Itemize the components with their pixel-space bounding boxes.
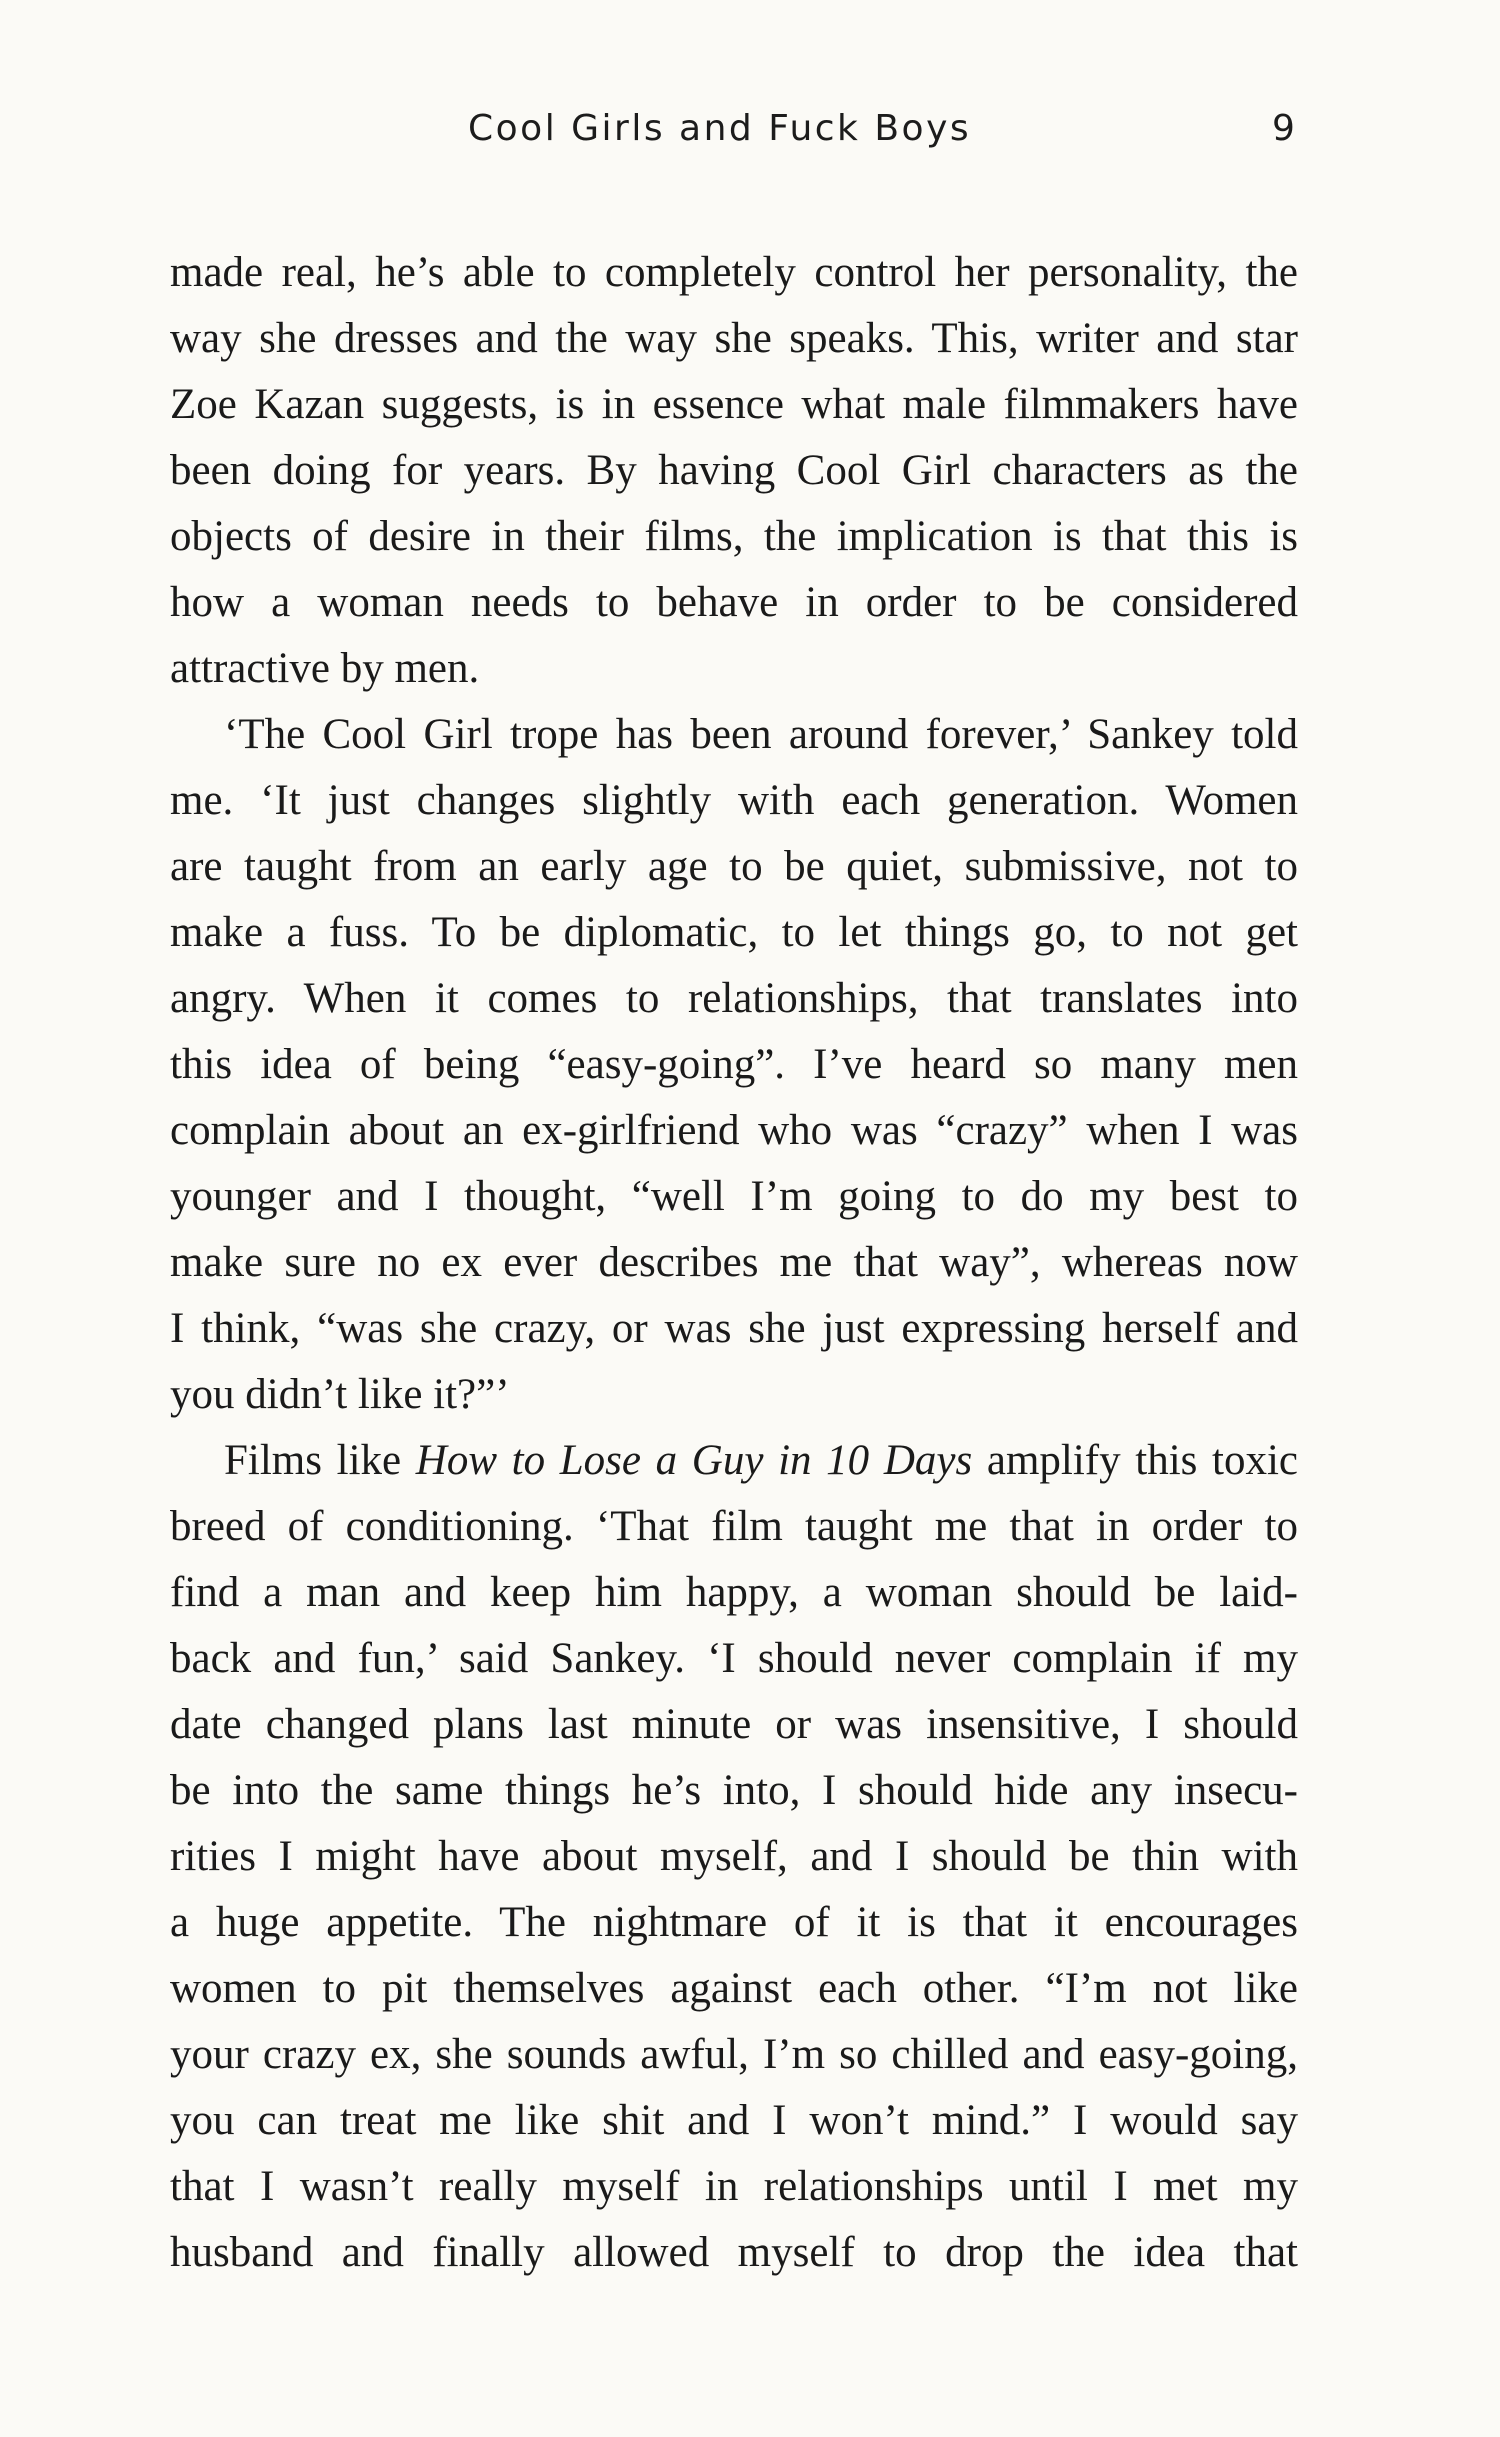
text-line: objects of desire in their films, the implication is that this is xyxy=(170,513,1298,560)
text-line: breed of conditioning. ‘That film taught me that in order to xyxy=(170,1503,1298,1550)
text-line: how a woman needs to behave in order to be considered xyxy=(170,579,1298,626)
text-line: Zoe Kazan suggests, is in essence what male filmmakers have xyxy=(170,381,1298,428)
text-line: ‘The Cool Girl trope has been around forever,’ Sankey told xyxy=(224,711,1298,758)
text-line: husband and finally allowed myself to drop the idea that xyxy=(170,2229,1298,2276)
text-line: make sure no ex ever describes me that way”, whereas now xyxy=(170,1239,1298,1286)
text-line: been doing for years. By having Cool Girl characters as the xyxy=(170,447,1298,494)
text-line: I think, “was she crazy, or was she just expressing herself and xyxy=(170,1305,1298,1352)
text-line: that I wasn’t really myself in relationships until I met my xyxy=(170,2163,1298,2210)
film-title: How to Lose a Guy in 10 Days xyxy=(415,1437,973,1484)
text-line: me. ‘It just changes slightly with each generation. Women xyxy=(170,777,1298,824)
text-line: you didn’t like it?”’ xyxy=(170,1371,510,1418)
body-text xyxy=(170,240,1298,2286)
text-line: attractive by men. xyxy=(170,645,480,692)
text-line: you can treat me like shit and I won’t mind.” I would say xyxy=(170,2097,1298,2144)
text-line: make a fuss. To be diplomatic, to let things go, to not get xyxy=(170,909,1298,956)
running-head xyxy=(0,108,1500,168)
text-line: way she dresses and the way she speaks. This, writer and star xyxy=(170,315,1298,362)
text-line: your crazy ex, she sounds awful, I’m so chilled and easy-going, xyxy=(170,2031,1298,2078)
text-line: are taught from an early age to be quiet, submissive, not to xyxy=(170,843,1298,890)
text-line: back and fun,’ said Sankey. ‘I should never complain if my xyxy=(170,1635,1298,1682)
films-lead: Films like xyxy=(224,1437,402,1484)
text-line: angry. When it comes to relationships, that translates into xyxy=(170,975,1298,1022)
text-line: made real, he’s able to completely control her personality, the xyxy=(170,249,1298,296)
text-line: rities I might have about myself, and I should be thin with xyxy=(170,1833,1298,1880)
text-line: a huge appetite. The nightmare of it is that it encourages xyxy=(170,1899,1298,1946)
text-line: women to pit themselves against each other. “I’m not like xyxy=(170,1965,1298,2012)
text-line: find a man and keep him happy, a woman should be laid- xyxy=(170,1569,1298,1616)
text-line: be into the same things he’s into, I should hide any insecu- xyxy=(170,1767,1298,1814)
text-line: complain about an ex-girlfriend who was “crazy” when I was xyxy=(170,1107,1298,1154)
text-line: this idea of being “easy-going”. I’ve heard so many men xyxy=(170,1041,1298,1088)
running-title: Cool Girls and Fuck Boys xyxy=(468,108,972,149)
text-line: date changed plans last minute or was insensitive, I should xyxy=(170,1701,1298,1748)
films-rest: amplify this toxic xyxy=(986,1437,1299,1484)
text-line-films xyxy=(170,1428,1298,1494)
text-line: younger and I thought, “well I’m going to do my best to xyxy=(170,1173,1298,1220)
page-number: 9 xyxy=(1272,108,1295,149)
